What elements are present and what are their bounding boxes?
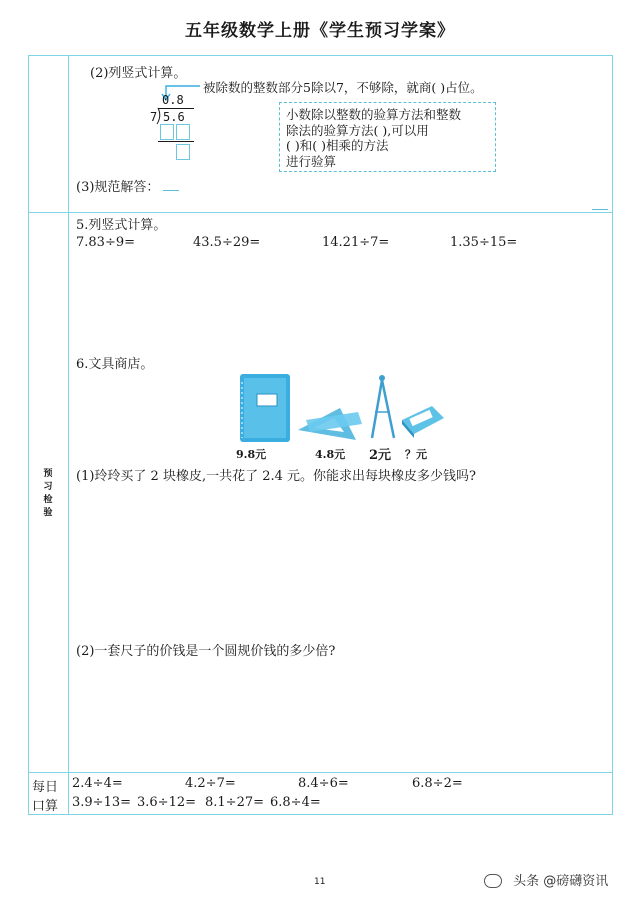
- q5-heading: 5.列竖式计算。: [76, 218, 167, 233]
- daily-item: 3.6÷12=: [137, 795, 197, 810]
- daily-label-line1: 每日: [32, 780, 59, 795]
- section-divider-bottom: [28, 772, 613, 773]
- daily-item: 2.4÷4=: [72, 776, 123, 791]
- answer-box[interactable]: [176, 144, 190, 160]
- q6-sub2: (2)一套尺子的价钱是一个圆规价钱的多少倍?: [76, 644, 336, 659]
- page-title: 五年级数学上册《学生预习学案》: [185, 21, 455, 41]
- quotient: 0.8: [162, 93, 184, 107]
- compass-icon: [372, 375, 394, 438]
- tip-line: 除法的验算方法( ),可以用: [286, 122, 429, 138]
- side-column-divider: [68, 55, 69, 815]
- notebook-icon: [240, 374, 290, 442]
- section-divider-top: [28, 212, 613, 213]
- page-number: 11: [314, 877, 326, 887]
- eraser-icon: [402, 406, 444, 438]
- ruler-set-icon: [298, 408, 362, 440]
- answer-blank[interactable]: [163, 190, 179, 191]
- answer-box[interactable]: [160, 124, 174, 140]
- arrow-note: 被除数的整数部分5除以7，不够除，就商( )占位。: [203, 80, 483, 95]
- tip-line: ( )和( )相乘的方法: [286, 138, 389, 153]
- watermark-text: 头条 @磅礴资讯: [513, 874, 609, 889]
- price-label: 4.8元: [315, 448, 346, 461]
- stationery-illustration: [236, 368, 451, 448]
- q5-item: 43.5÷29=: [193, 235, 261, 250]
- watermark: [484, 870, 608, 889]
- daily-item: 6.8÷2=: [412, 776, 463, 791]
- q6-sub1: (1)玲玲买了 2 块橡皮,一共花了 2.4 元。你能求出每块橡皮多少钱吗?: [76, 469, 476, 484]
- chat-bubble-icon: [484, 874, 502, 888]
- price-label: 2元: [369, 448, 392, 463]
- price-label: 9.8元: [236, 448, 267, 461]
- daily-item: 4.2÷7=: [185, 776, 236, 791]
- tip-line: 小数除以整数的验算方法和整数: [286, 107, 462, 122]
- answer-blank[interactable]: [592, 209, 608, 210]
- answer-box[interactable]: [176, 124, 190, 140]
- price-label: ？元: [405, 448, 427, 461]
- daily-item: 6.8÷4=: [270, 795, 321, 810]
- q5-item: 14.21÷7=: [322, 235, 390, 250]
- part2-heading: (2)列竖式计算。: [90, 66, 187, 81]
- divisor: 7: [150, 110, 158, 124]
- daily-label-line2: 口算: [32, 799, 59, 814]
- side-label-preview-check: [42, 468, 54, 520]
- dividend: 5.6: [163, 110, 185, 124]
- side-label-text: 预习检验: [43, 469, 53, 518]
- q5-item: 7.83÷9=: [76, 235, 136, 250]
- q6-heading: 6.文具商店。: [76, 357, 154, 372]
- daily-item: 8.4÷6=: [298, 776, 349, 791]
- tip-line: 进行验算: [286, 153, 337, 169]
- daily-item: 8.1÷27=: [205, 795, 265, 810]
- subtraction-line: [158, 141, 194, 142]
- daily-item: 3.9÷13=: [72, 795, 132, 810]
- part3-label: (3)规范解答：: [76, 180, 160, 195]
- division-bar: [158, 108, 194, 109]
- q5-item: 1.35÷15=: [450, 235, 518, 250]
- verification-tip-box: [279, 102, 496, 172]
